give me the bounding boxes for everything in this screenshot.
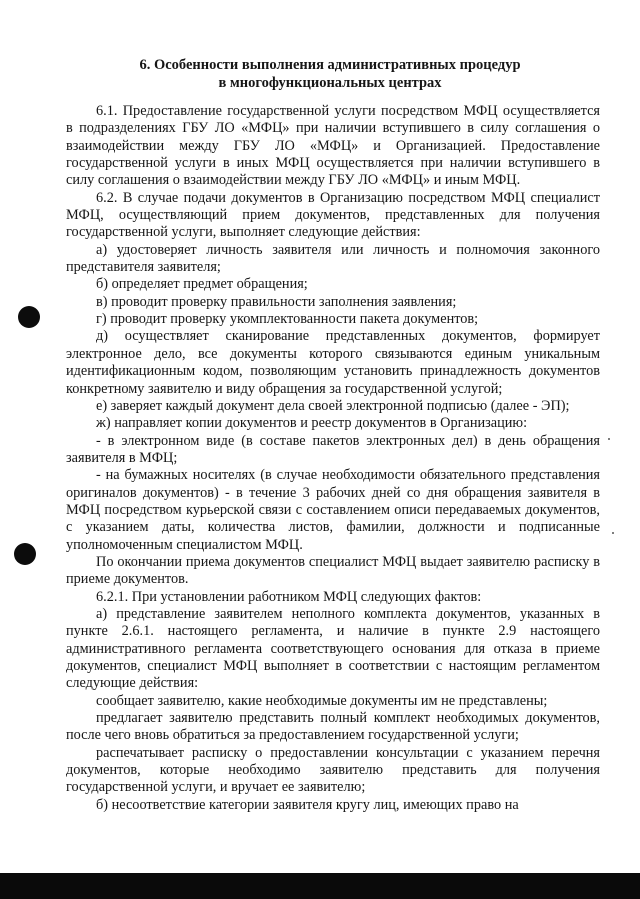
paragraph-receipt: По окончании приема документов специалист МФЦ выдает заявителю расписку в приеме документов. [66, 553, 600, 588]
paragraph-6-2: 6.2. В случае подачи документов в Организацию посредством МФЦ специалист МФЦ, осуществляющий прием документов, представленных для получения государственной услуги, выполняет следующие действия: [66, 189, 600, 241]
sub-item-a: а) представление заявителем неполного комплекта документов, указанных в пункте 2.6.1. настоящего регламента, и наличие в пункте 2.9 настоящего административного регламента соответствующего основания для отказа в приеме документов, специалист МФЦ выполняет в соответствии с настоящим регламентом следующие действия: [66, 605, 600, 692]
paragraph-6-1: 6.1. Предоставление государственной услуги посредством МФЦ осуществляется в подразделениях ГБУ ЛО «МФЦ» при наличии вступившего в силу соглашения о взаимодействии между ГБУ ЛО «МФЦ» и Организацией. Предоставление государственной услуги в иных МФЦ осуществляется при наличии вступившего в силу соглашения о взаимодействии между ГБУ ЛО «МФЦ» и иным МФЦ. [66, 103, 600, 189]
list-item-e: е) заверяет каждый документ дела своей электронной подписью (далее - ЭП); [96, 397, 570, 414]
action-offer: предлагает заявителю представить полный комплект необходимых документов, после чего вновь обратиться за предоставлением государственной услуги; [66, 710, 600, 744]
scan-speck [608, 438, 610, 440]
punch-hole-upper [18, 306, 40, 328]
list-item-d: д) осуществляет сканирование представленных документов, формирует электронное дело, все документы которого связываются единым уникальным идентификационным кодом, позволяющим установить принадлежность документов конкретному заявителю и виду обращения за государственной услугой; [66, 328, 600, 397]
document-body [66, 103, 600, 814]
dash-item-electronic: - в электронном виде (в составе пакетов электронных дел) в день обращения заявителя в МФЦ; [66, 432, 600, 466]
scan-edge-bar [0, 873, 640, 899]
list-item-b: б) определяет предмет обращения; [96, 276, 308, 293]
list-item-g: г) проводит проверку укомплектованности пакета документов; [96, 311, 479, 328]
section-title-line-2: в многофункциональных центрах [218, 75, 442, 91]
punch-hole-lower [14, 543, 36, 565]
dash-item-paper: - на бумажных носителях (в случае необходимости обязательного представления оригиналов документов) - в течение 3 рабочих дней со дня обращения заявителя в МФЦ посредством курьерской связи с составлением описи передаваемых документов, с указанием даты, количества листов, фамилии, должности и подписанные уполномоченным специалистом МФЦ. [66, 467, 600, 553]
section-title [60, 56, 600, 92]
section-title-line-1: 6. Особенности выполнения административных процедур [139, 57, 521, 73]
paragraph-6-2-1: 6.2.1. При установлении работником МФЦ следующих фактов: [96, 588, 482, 605]
list-item-v: в) проводит проверку правильности заполнения заявления; [96, 293, 457, 310]
list-item-a: а) удостоверяет личность заявителя или личность и полномочия законного представителя заявителя; [66, 241, 600, 276]
action-print-receipt: распечатывает расписку о предоставлении консультации с указанием перечня документов, которые необходимо заявителю представить для получения государственной услуги, и вручает ее заявителю; [66, 744, 600, 796]
sub-item-b: б) несоответствие категории заявителя кругу лиц, имеющих право на [96, 796, 519, 813]
scan-speck [612, 532, 614, 534]
list-item-zh: ж) направляет копии документов и реестр документов в Организацию: [96, 415, 528, 432]
action-inform: сообщает заявителю, какие необходимые документы им не представлены; [96, 692, 548, 709]
